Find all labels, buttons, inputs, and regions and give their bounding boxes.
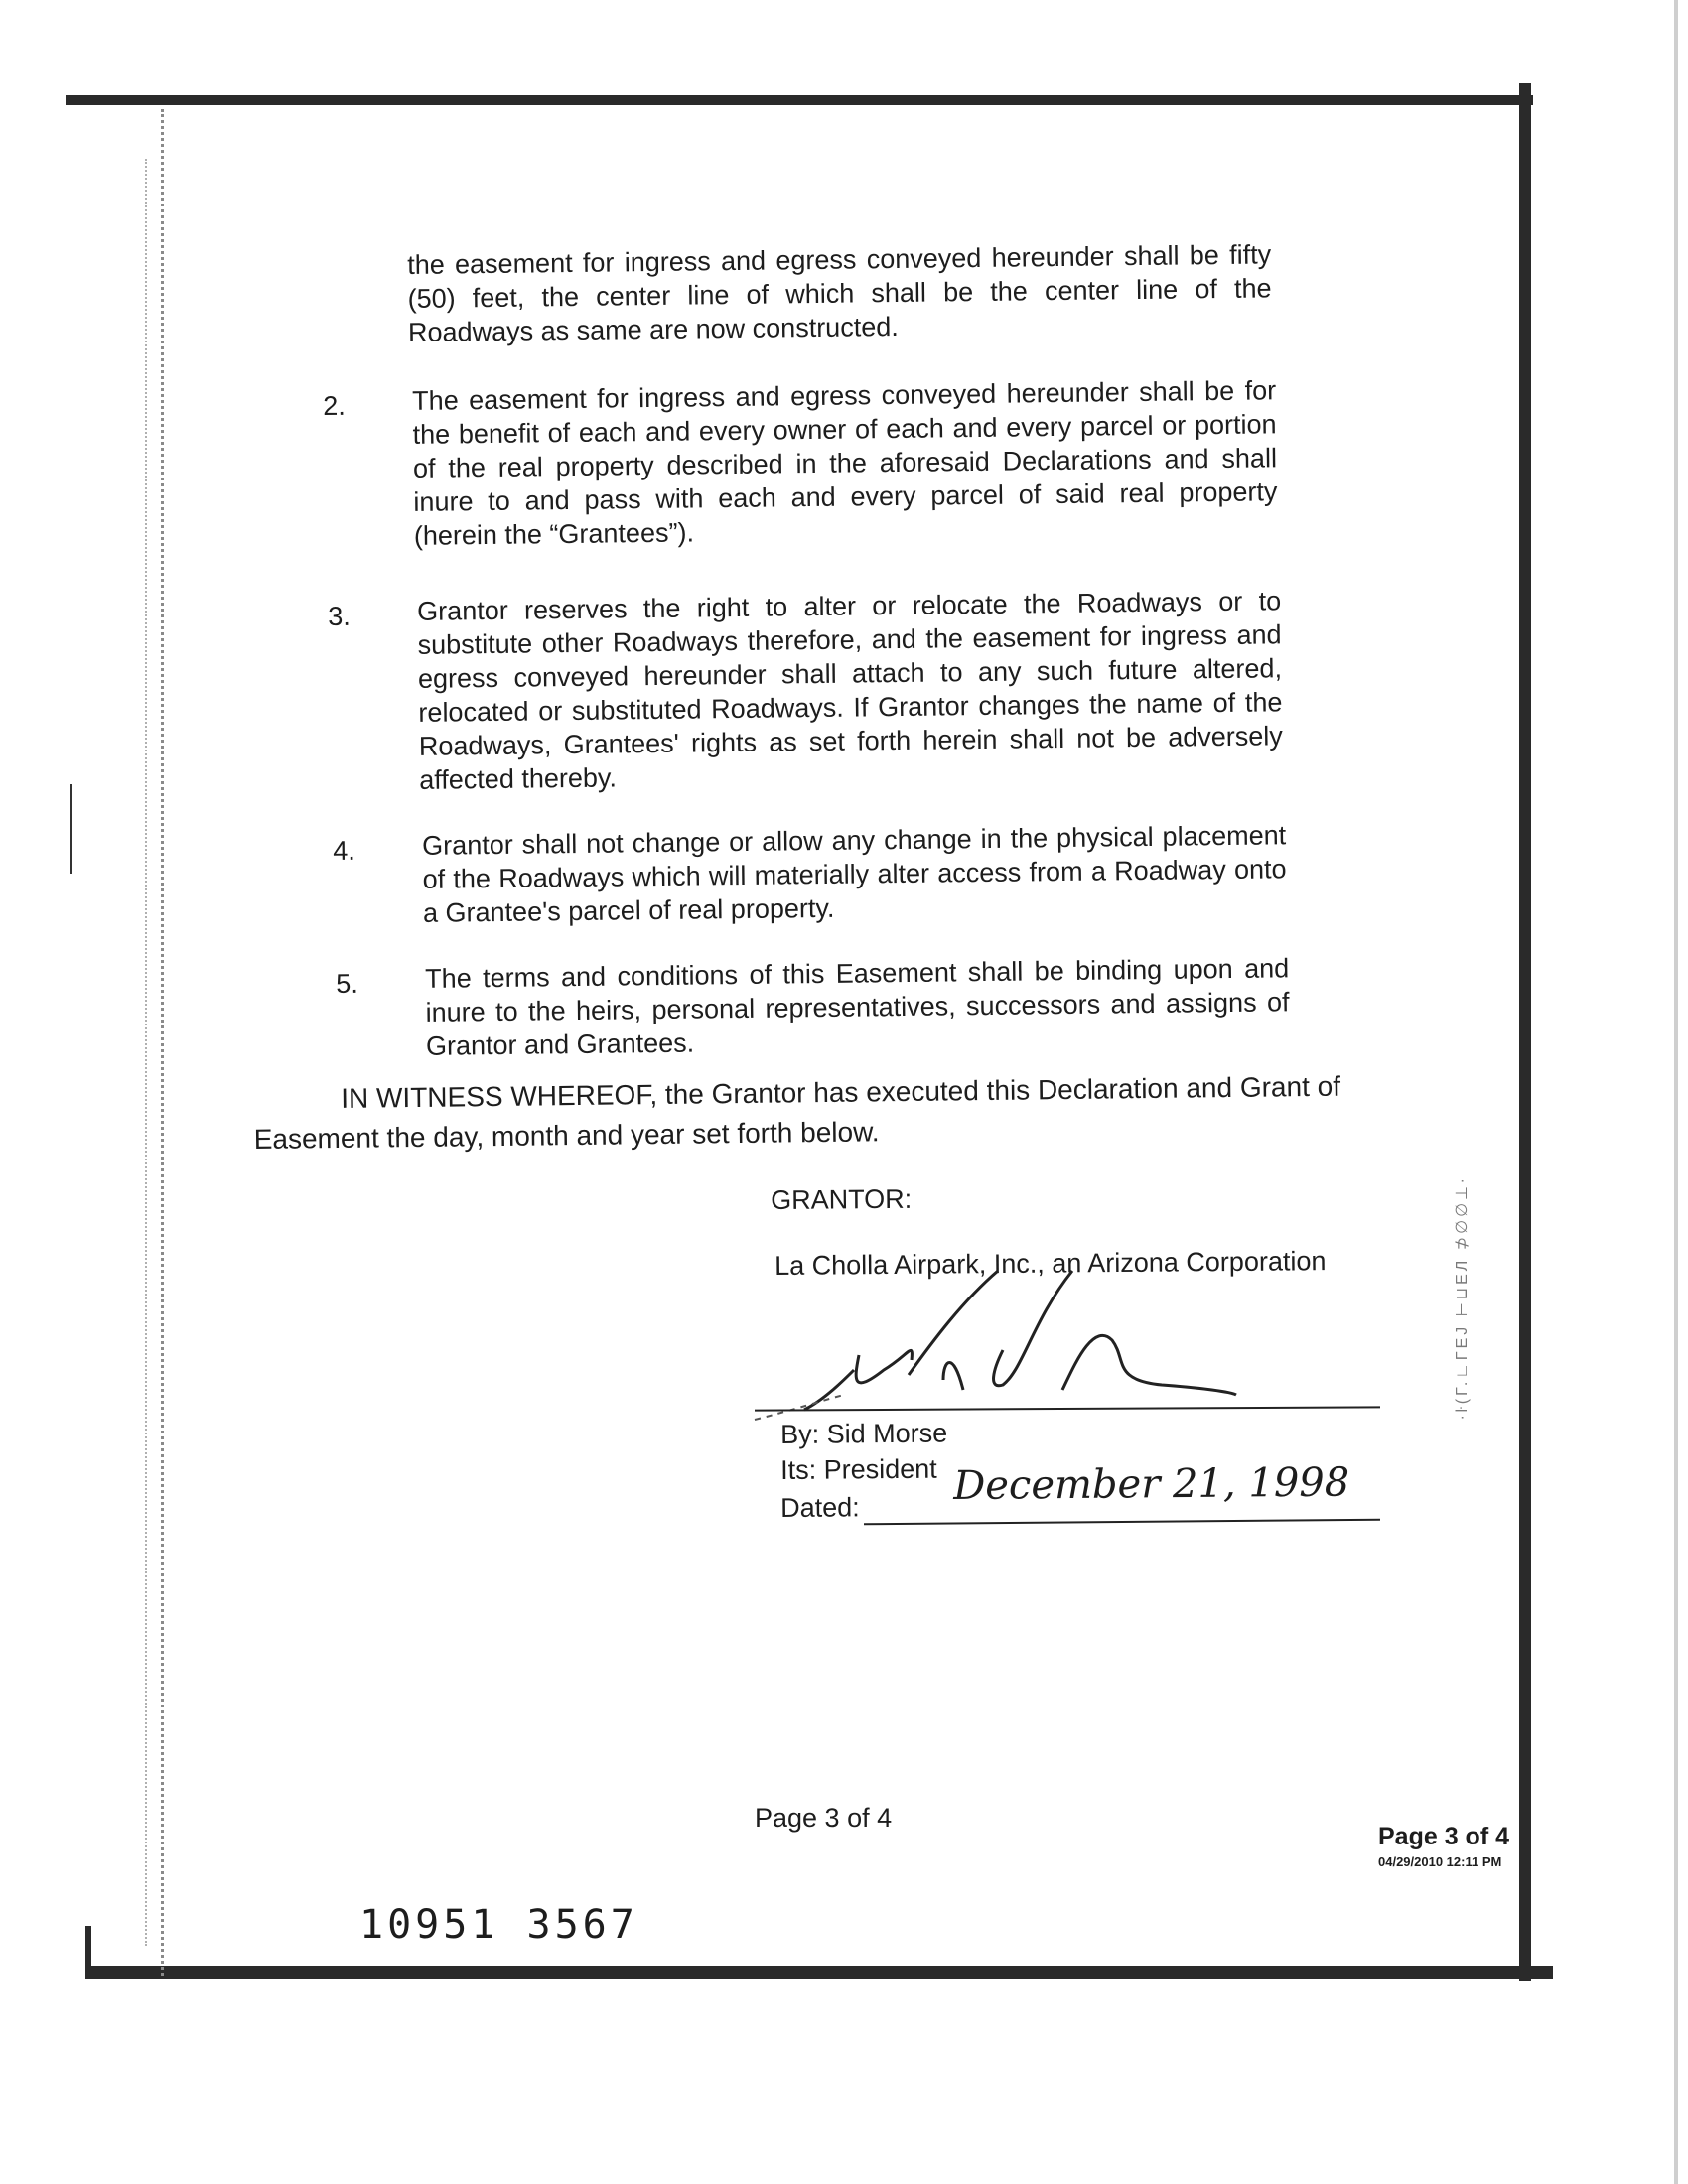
list-item-number: 4. <box>333 835 355 866</box>
list-item-text: Grantor reserves the right to alter or relocate the Roadways or to substitute other Roadways therefore, and the easement for ingress and egress conveyed hereunder shall attach to any such future altered, relocated or substituted Roadways. If Grantor changes the name of the Roadways, Grantees' rights as set forth herein shall not be adversely affected thereby. <box>417 586 1283 795</box>
witness-clause: IN WITNESS WHEREOF, the Grantor has executed this Declaration and Grant of Easement the day, month and year set forth below. <box>253 1070 1341 1155</box>
signature-scribble <box>735 1261 1370 1439</box>
list-item-text: The easement for ingress and egress conveyed hereunder shall be for the benefit of each and every owner of each and every parcel or portion of the real property described in the aforesaid Declarations and shall inure to and pass with each and every parcel of said real property (herein the “Grantees”). <box>412 375 1278 551</box>
scan-border-left <box>85 1926 91 1976</box>
grantor-entity: La Cholla Airpark, Inc., an Arizona Corporation <box>774 1246 1327 1281</box>
paragraph-intro <box>407 237 1272 349</box>
scan-edge-right <box>1674 0 1678 2184</box>
list-item <box>328 584 1283 795</box>
page-number: Page 3 of 4 <box>755 1803 893 1833</box>
stamp-datetime: 04/29/2010 12:11 PM <box>1378 1854 1502 1869</box>
list-item-text: Grantor shall not change or allow any change in the physical placement of the Roadways which will materially alter access from a Roadway onto a Grantee's parcel of real property. <box>422 820 1287 928</box>
signer-name: By: Sid Morse <box>780 1418 948 1449</box>
scan-edge-dots-secondary <box>145 159 147 1946</box>
signer-title: Its: President <box>780 1453 937 1485</box>
list-item-text: The terms and conditions of this Easement shall be binding upon and inure to the heirs, personal representatives, successors and assigns of Grantor and Grantees. <box>425 953 1290 1061</box>
list-item-number: 3. <box>328 601 351 631</box>
grantor-heading: GRANTOR: <box>771 1183 913 1215</box>
list-item <box>333 818 1287 928</box>
scan-border-bottom <box>85 1966 1553 1979</box>
paragraph-intro-text: the easement for ingress and egress conveyed hereunder shall be fifty (50) feet, the center line of which shall be the center line of the Roadways as same are now constructed. <box>407 239 1272 347</box>
scan-border-right <box>1519 83 1531 1981</box>
vertical-recording-stamp: ∙ŀ(Г.∟ГЕJ ⊢⊔ЕЛ ⊅∅∅⊥∙ <box>1454 1175 1471 1420</box>
list-item-number: 5. <box>336 968 358 999</box>
dated-label: Dated: <box>780 1492 860 1523</box>
list-item-number: 2. <box>323 390 346 421</box>
scan-border-top <box>66 95 1533 105</box>
dated-value-handwritten: December 21, 1998 <box>953 1459 1350 1509</box>
scan-mark <box>70 834 72 874</box>
list-item <box>323 373 1278 551</box>
document-number: 10951 3567 <box>359 1902 638 1948</box>
stamp-page-number: Page 3 of 4 <box>1378 1823 1509 1850</box>
list-item <box>336 951 1290 1061</box>
dated-line <box>864 1519 1380 1526</box>
scan-edge-dots <box>161 109 164 1976</box>
